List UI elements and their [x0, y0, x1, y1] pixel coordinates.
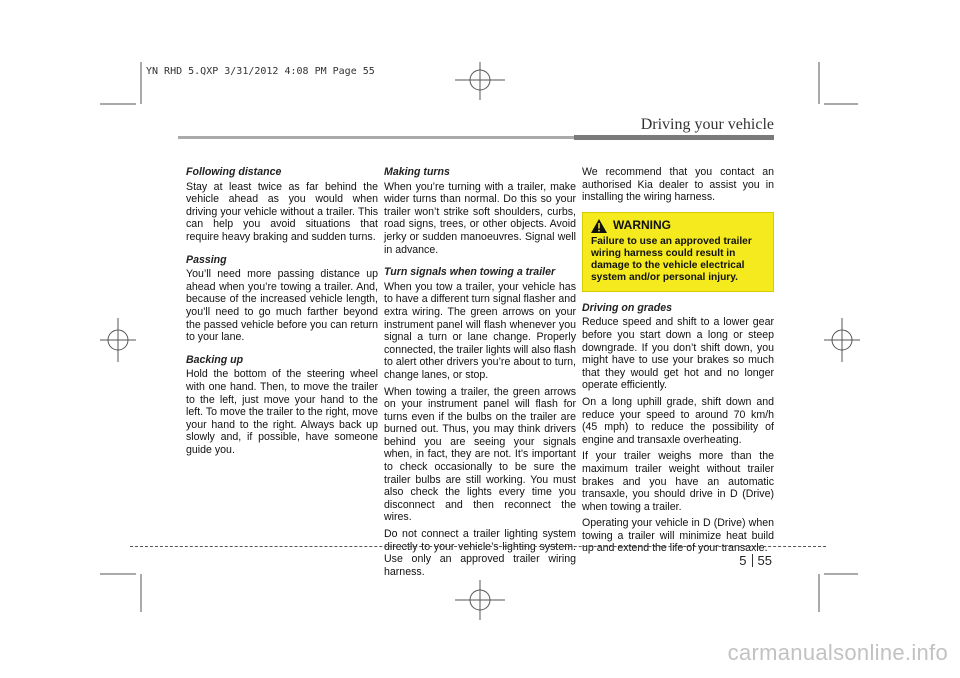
- turn-signals-text-2: When towing a trailer, the green arrows on your instrument panel will flash for turns even if the bulbs on the trailer are burned out. Thus, you may think drivers behind you are seeing your signals when, in fact, they are not. It’s important to check occasionally to be sure the trailer bulbs are still working. You must also check the lights every time you disconnect and then reconnect the wires.: [384, 385, 576, 524]
- turn-signals-text-3: Do not connect a trailer lighting system directly to your vehicle’s lighting system. Use only an approved trailer wiring harness.: [384, 528, 576, 578]
- header-rule: [178, 136, 774, 139]
- turn-signals-text-1: When you tow a trailer, your vehicle has to have a different turn signal flasher and extra wiring. The green arrows on your instrument panel will flash whenever you signal a turn or lane change. Properly connected, the trailer lights will also flash to alert other drivers you’re about to turn, change lanes, or stop.: [384, 280, 576, 381]
- registration-mark-bottom: [455, 580, 505, 620]
- warning-title: [591, 219, 767, 233]
- warning-triangle-icon: [591, 219, 607, 233]
- warning-title-text: WARNING: [613, 218, 671, 233]
- grades-text-3: If your trailer weighs more than the maximum trailer weight without trailer brakes and you have an automatic transaxle, you should drive in D (Drive) when towing a trailer.: [582, 450, 774, 513]
- grades-text-4: Operating your vehicle in D (Drive) when towing a trailer will minimize heat build up and extend the life of your transaxle.: [582, 517, 774, 555]
- registration-mark-left: [100, 318, 136, 362]
- following-distance-text: Stay at least twice as far behind the vehicle ahead as you would when driving your vehicle without a trailer. This can help you avoid situations that require heavy braking and sudden turns.: [186, 180, 378, 243]
- column-2: [384, 166, 576, 582]
- backing-up-text: Hold the bottom of the steering wheel with one hand. Then, to move the trailer to the left, just move your hand to the left. To move the trailer to the right, move your hand to the right. Always back up slowly and, if possible, have someone guide you.: [186, 368, 378, 456]
- section-title: Driving your vehicle: [640, 116, 774, 133]
- wiring-intro-text: We recommend that you contact an authorised Kia dealer to assist you in installing the wiring harness.: [582, 166, 774, 204]
- page-number: [739, 553, 772, 568]
- warning-box: [582, 212, 774, 292]
- chapter-number: 5: [739, 553, 747, 568]
- registration-mark-top: [455, 62, 505, 100]
- grades-text-1: Reduce speed and shift to a lower gear before you start down a long or steep downgrade. If you don’t shift down, you might have to use your brakes so much that they would get hot and no longer operate efficiently.: [582, 316, 774, 392]
- passing-heading: Passing: [186, 253, 227, 266]
- column-1: [186, 166, 378, 460]
- making-turns-heading: Making turns: [384, 166, 450, 178]
- driving-on-grades-heading: Driving on grades: [582, 301, 673, 314]
- warning-text: Failure to use an approved trailer wiring harness could result in damage to the vehicle electrical system and/or personal injury.: [591, 235, 752, 283]
- turn-signals-heading: Turn signals when towing a trailer: [384, 266, 556, 279]
- print-slug: YN RHD 5.QXP 3/31/2012 4:08 PM Page 55: [146, 66, 375, 77]
- passing-text: You’ll need more passing distance up ahead when you’re towing a trailer. And, because of the increased vehicle length, you’ll need to go much farther beyond the passed vehicle before you can return to your lane.: [186, 268, 378, 344]
- grades-text-2: On a long uphill grade, shift down and reduce your speed to around 70 km/h (45 mph) to reduce the possibility of engine and transaxle overheating.: [582, 395, 774, 446]
- making-turns-text: When you’re turning with a trailer, make wider turns than normal. Do this so your trailer won’t strike soft shoulders, curbs, road signs, trees, or other objects. Avoid jerky or sudden manoeuvres. Signal well in advance.: [384, 180, 576, 256]
- footer-dashed-rule: [130, 546, 826, 547]
- backing-up-heading: Backing up: [186, 353, 244, 366]
- page-number-value: 55: [757, 553, 772, 568]
- following-distance-heading: Following distance: [186, 166, 282, 178]
- column-3: [582, 166, 774, 559]
- watermark: carmanualsonline.info: [727, 640, 948, 665]
- registration-mark-right: [824, 318, 860, 362]
